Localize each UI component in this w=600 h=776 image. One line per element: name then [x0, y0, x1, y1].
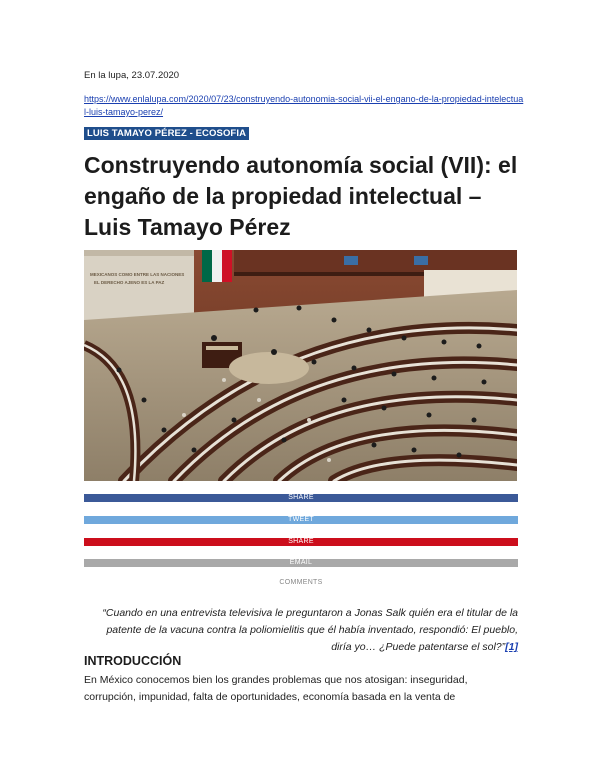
- body-paragraph: En México conocemos bien los grandes problemas que nos atosigan: inseguridad, corrupción, impunidad, falta de oportunidades, economía basada en la venta de: [84, 674, 468, 703]
- epigraph-quote: [84, 605, 518, 656]
- section-heading: INTRODUCCIÓN: [84, 654, 182, 668]
- quote-text: “Cuando en una entrevista televisiva le preguntaron a Jonas Salk quién era el titular de la patente de la vacuna contra la poliomielitis que él había inventado, respondió: El pueblo, diría yo… ¿Puede patentarse el sol?”: [102, 607, 518, 653]
- facebook-share-button[interactable]: SHARE: [84, 494, 518, 502]
- comments-link[interactable]: COMMENTS: [279, 579, 323, 586]
- inscription-line-1: MEXICANOS COMO ENTRE LAS NACIONES: [90, 272, 185, 277]
- hero-image-senate-chamber: [84, 250, 517, 481]
- pinterest-share-button[interactable]: SHARE: [84, 538, 518, 546]
- article-title: Construyendo autonomía social (VII): el engaño de la propiedad intelectual – Luis Tamayo Pérez: [84, 152, 518, 240]
- senate-chamber-illustration: [84, 250, 517, 481]
- twitter-tweet-button[interactable]: TWEET: [84, 516, 518, 524]
- footnote-link[interactable]: [1]: [505, 641, 518, 653]
- source-url-link[interactable]: https://www.enlalupa.com/2020/07/23/construyendo-autonomia-social-vii-el-engano-de-la-propiedad-intelectual-luis-tamayo-perez/: [84, 94, 524, 117]
- publication-date: En la lupa, 23.07.2020: [84, 70, 180, 81]
- inscription-line-2: EL DERECHO AJENO ES LA PAZ: [94, 280, 165, 285]
- email-share-button[interactable]: EMAIL: [84, 559, 518, 567]
- category-tag[interactable]: LUIS TAMAYO PÉREZ - ECOSOFIA: [84, 127, 249, 140]
